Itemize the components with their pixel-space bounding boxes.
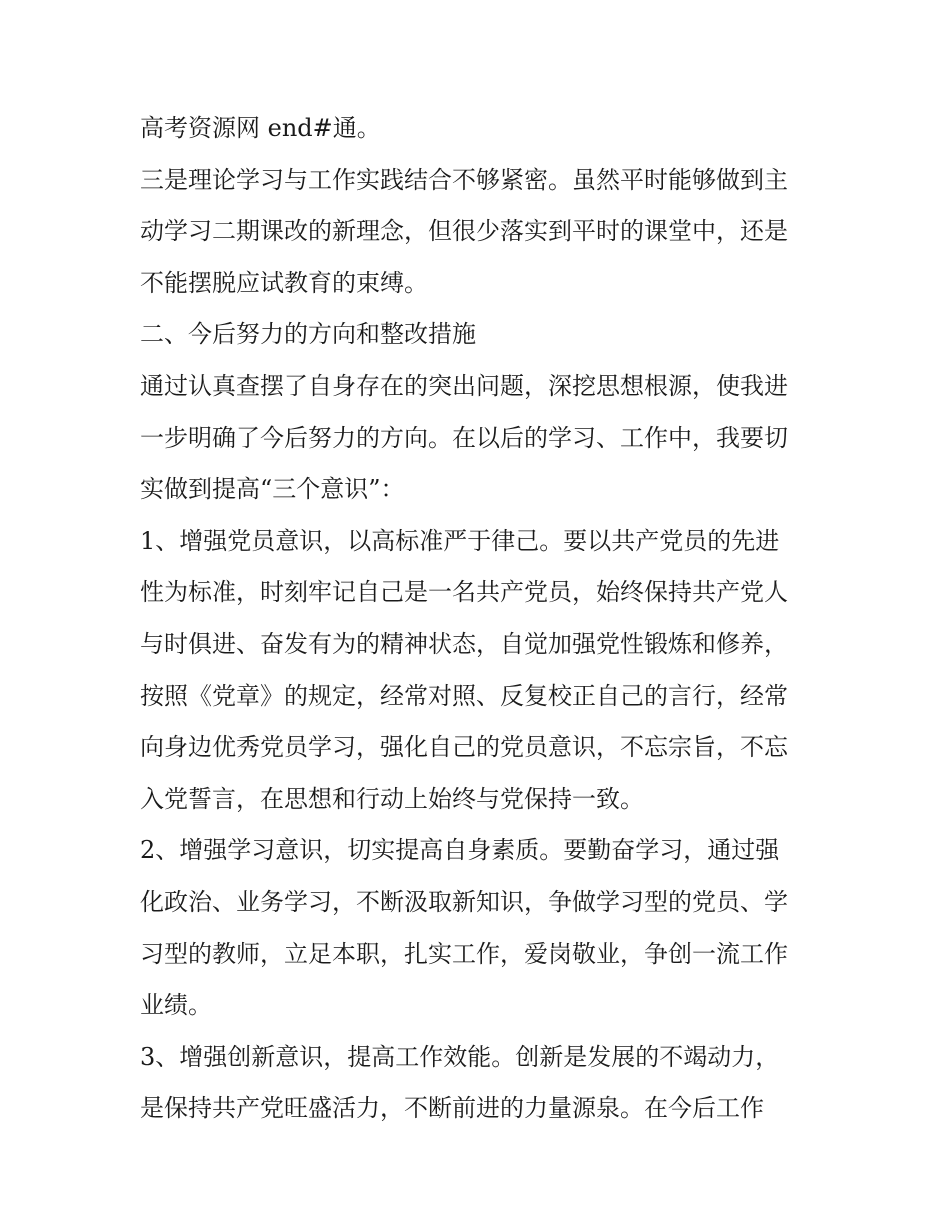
text-line: 一步明确了今后努力的方向。在以后的学习、工作中，我要切: [140, 423, 788, 452]
text-line: 高考资源网 end#通。: [140, 114, 381, 142]
list-item-2-start: 2、增强学习意识，切实提高自身素质。要勤奋学习，通过强: [140, 836, 780, 865]
list-item-1-start: 1、增强党员意识，以高标准严于律己。要以共产党员的先进: [140, 526, 780, 555]
text-line: 业绩。: [140, 991, 212, 1020]
text-line: 性为标准，时刻牢记自己是一名共产党员，始终保持共产党人: [140, 578, 788, 607]
text-line: 通过认真查摆了自身存在的突出问题，深挖思想根源，使我进: [140, 371, 788, 400]
section-heading: 二、今后努力的方向和整改措施: [140, 320, 476, 349]
list-item-3-start: 3、增强创新意识，提高工作效能。创新是发展的不竭动力，: [140, 1042, 780, 1071]
text-line: 向身边优秀党员学习，强化自己的党员意识，不忘宗旨，不忘: [140, 733, 788, 762]
text-line: 动学习二期课改的新理念，但很少落实到平时的课堂中，还是: [140, 217, 788, 246]
text-line: 与时俱进、奋发有为的精神状态，自觉加强党性锻炼和修养，: [140, 629, 788, 658]
text-line: 是保持共产党旺盛活力，不断前进的力量源泉。在今后工作: [140, 1094, 764, 1123]
text-line: 习型的教师，立足本职，扎实工作，爱岗敬业，争创一流工作: [140, 939, 788, 968]
text-line: 按照《党章》的规定，经常对照、反复校正自己的言行，经常: [140, 681, 788, 710]
text-line: 不能摆脱应试教育的束缚。: [140, 268, 428, 297]
text-line: 入党誓言，在思想和行动上始终与党保持一致。: [140, 784, 644, 813]
text-line: 化政治、业务学习，不断汲取新知识，争做学习型的党员、学: [140, 887, 788, 916]
document-body: [140, 103, 820, 1135]
text-line: 实做到提高“三个意识”：: [140, 475, 405, 504]
text-line: 三是理论学习与工作实践结合不够紧密。虽然平时能够做到主: [140, 165, 788, 194]
